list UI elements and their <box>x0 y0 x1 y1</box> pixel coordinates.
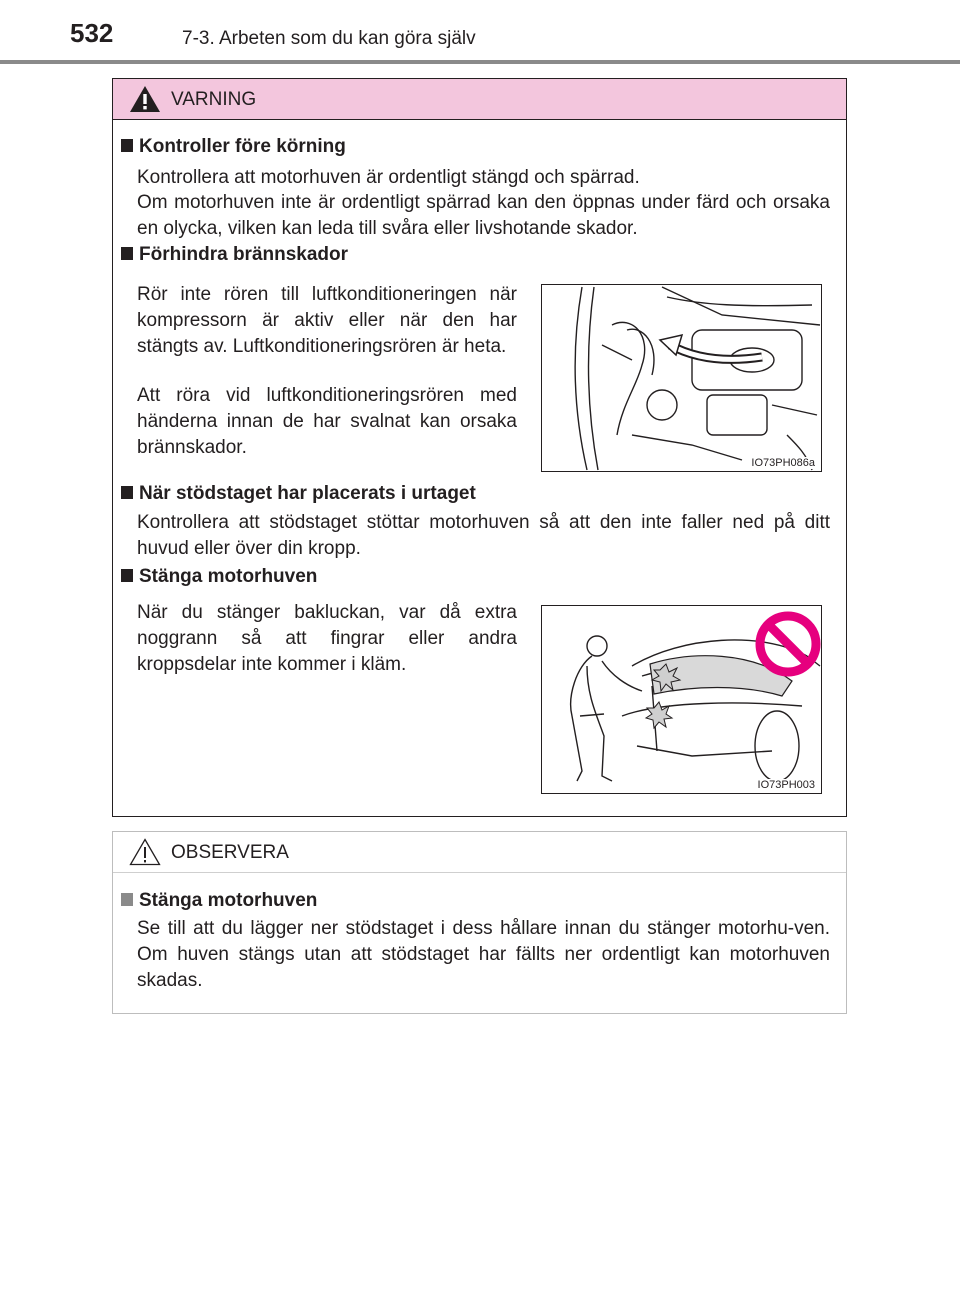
header-rule <box>0 60 960 64</box>
square-bullet-icon <box>121 569 133 582</box>
section-title-stanga <box>121 566 317 588</box>
square-bullet-icon <box>121 139 133 152</box>
prohibition-icon <box>760 616 816 672</box>
closing-hood-figure <box>541 605 822 794</box>
section-title-text: Förhindra brännskador <box>139 244 349 265</box>
paragraph: När du stänger bakluckan, var då extra noggrann så att fingrar eller andra kroppsdelar inte kommer i kläm. <box>137 602 517 675</box>
paragraph: Om motorhuven inte är ordentligt spärrad kan den öppnas under färd och orsaka en olycka, vilken kan leda till svåra eller livshotande skador. <box>137 192 830 239</box>
notice-header <box>113 832 846 873</box>
paragraph: Rör inte rören till luftkonditioneringen när kompressorn är aktiv eller när den har stängts av. Luftkonditioneringsrören är heta. <box>137 284 517 357</box>
notice-heading: OBSERVERA <box>171 842 289 863</box>
square-bullet-icon <box>121 247 133 260</box>
section-title-text: Stänga motorhuven <box>139 890 318 911</box>
section-title-text: Stänga motorhuven <box>139 566 318 587</box>
figure-code: IO73PH003 <box>757 779 815 791</box>
warning-heading: VARNING <box>171 89 257 110</box>
paragraph: Kontrollera att stödstaget stöttar motorhuven så att den inte faller ned på ditt huvud eller över din kropp. <box>137 512 830 559</box>
section-title-stodstaget <box>121 483 476 505</box>
square-bullet-icon <box>121 486 133 499</box>
paragraph: Att röra vid luftkonditioneringsrören med händerna innan de har svalnat kan orsaka brännskador. <box>137 385 517 458</box>
section-title-kontroller <box>121 136 346 158</box>
paragraph: Kontrollera att motorhuven är ordentligt stängd och spärrad. <box>137 167 640 188</box>
page-number: 532 <box>70 18 114 48</box>
section-title-text: När stödstaget har placerats i urtaget <box>139 483 476 504</box>
section-title-text: Kontroller före körning <box>139 136 346 157</box>
section-title-brannskador <box>121 244 348 266</box>
caution-triangle-icon <box>129 838 161 866</box>
closing-hood-illustration <box>542 606 821 793</box>
engine-bay-figure <box>541 284 822 472</box>
paragraph: Se till att du lägger ner stödstaget i dess hållare innan du stänger motorhu-ven. Om huven stängs utan att stödstaget har fällts ner ordentligt kan motorhuven skadas. <box>137 918 830 991</box>
section-title-stanga-notice <box>121 890 317 912</box>
warning-box <box>112 78 847 817</box>
engine-bay-illustration <box>542 285 821 471</box>
page-header-title: 7-3. Arbeten som du kan göra själv <box>182 28 476 49</box>
figure-code: IO73PH086a <box>751 457 815 469</box>
notice-box <box>112 831 847 1014</box>
warning-header <box>113 79 846 120</box>
square-bullet-icon <box>121 893 133 906</box>
warning-triangle-icon <box>129 85 161 113</box>
